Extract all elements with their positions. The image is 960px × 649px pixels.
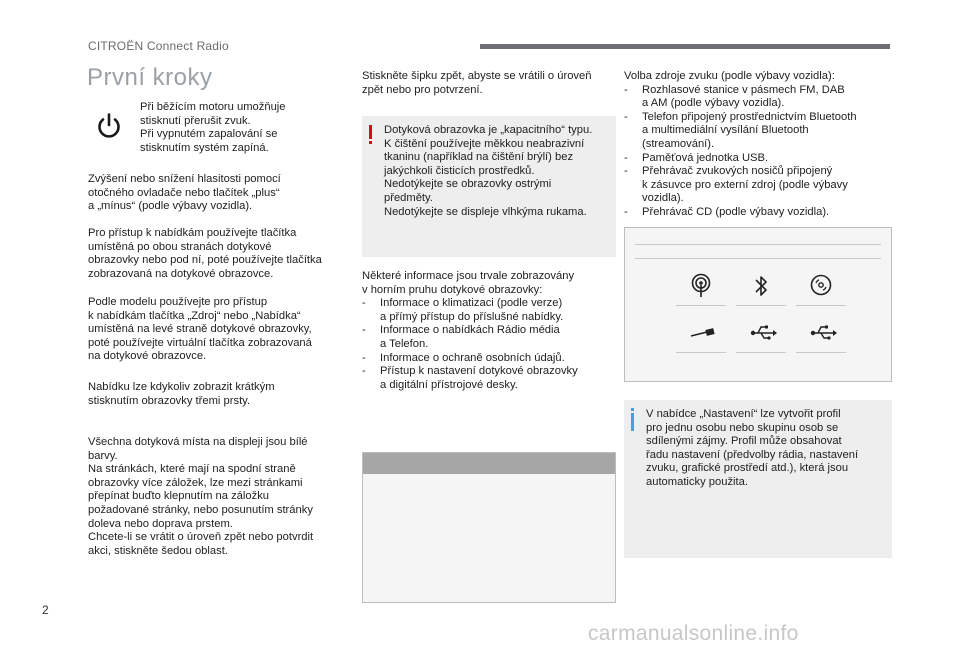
info-text: V nabídce „Nastavení“ lze vytvořit profil pro jednu osobu nebo skupinu osob se sdílenými zájmy. Profil může obsahovat řadu nastavení (předvolby rádia, nastavení zvuku, grafické prostředí atd.), která jsou automaticky použita.	[646, 408, 859, 488]
screen-illustration-placeholder	[362, 452, 616, 603]
audio-source-screen	[624, 227, 892, 382]
bluetooth-icon	[736, 270, 786, 306]
volume-paragraph: Zvýšení nebo snížení hlasitosti pomocí otočného ovladače nebo tlačítek „plus“ a „mínus“ (podle výbavy vozidla).	[88, 173, 281, 213]
info-icon	[631, 408, 635, 432]
radio-icon	[676, 270, 726, 306]
list-item: - Paměťová jednotka USB.	[624, 152, 892, 166]
screen-top-bar	[363, 453, 615, 474]
list-item: - Telefon připojený prostřednictvím Bluetooth a multimediální vysílání Bluetooth (streamování).	[624, 111, 892, 152]
intro-line: Při běžícím motoru umožňuje	[140, 101, 286, 113]
watermark: carmanualsonline.info	[588, 622, 799, 645]
intro-text	[140, 101, 340, 155]
screen-divider	[635, 244, 881, 245]
intro-line: Při vypnutém zapalování se	[140, 128, 278, 141]
model-access-paragraph: Podle modelu používejte pro přístup k nabídkám tlačítka „Zdroj“ nebo „Nabídka“ umístěná na levé straně dotykové obrazovky, poté používejte virtuální tlačítka zobrazovaná na dotykové obrazovce.	[88, 296, 312, 363]
screen-divider	[635, 258, 881, 259]
cd-icon	[796, 270, 846, 306]
warning-text: Dotyková obrazovka je „kapacitního“ typu. K čištění používejte měkkou neabrazivní tkaninu (například na čištění brýlí) bez jakýchkoli čisticích prostředků. Nedotýkejte se obrazovky ostrými předměty. Nedotýkejte se displeje vlhkýma rukama.	[384, 124, 593, 218]
audio-source-info: Volba zdroje zvuku (podle výbavy vozidla): - Rozhlasové stanice v pásmech FM, DAB a AM (podle výbavy vozidla). - Telefon připojený prostřednictvím Bluetooth a multimediální vysílání Bluetooth (streamování). - Paměťová jednotka USB. - Přehrávač zvukových nosičů připojený k zásuvce pro externí zdroj (podle výbavy vozidla). - Přehrávač CD (podle výbavy vozidla).	[624, 70, 892, 220]
warning-box	[362, 116, 616, 257]
usb-icon	[736, 317, 786, 353]
aux-cable-icon	[676, 317, 726, 353]
list-item: - Rozhlasové stanice v pásmech FM, DAB a AM (podle výbavy vozidla).	[624, 84, 892, 111]
page-title: První kroky	[87, 64, 213, 91]
menu-access-paragraph: Pro přístup k nabídkám používejte tlačítka umístěná po obou stranách dotykové obrazovky nebo pod ní, poté používejte tlačítka zobrazovaná na dotykové obrazovce.	[88, 227, 322, 280]
three-finger-paragraph: Nabídku lze kdykoliv zobrazit krátkým stisknutím obrazovky třemi prsty.	[88, 381, 275, 407]
header-title: CITROËN Connect Radio	[88, 39, 229, 53]
list-item: - Informace o ochraně osobních údajů.	[362, 352, 622, 366]
list-item: - Informace o nabídkách Rádio média a Telefon.	[362, 324, 622, 351]
intro-line: stisknutí přerušit zvuk.	[140, 114, 251, 127]
top-bar-info: Některé informace jsou trvale zobrazovány v horním pruhu dotykové obrazovky: - Informace o klimatizaci (podle verze) a přímý přístup do příslušné nabídky. - Informace o nabídkách Rádio média a Telefon. - Informace o ochraně osobních údajů. - Přístup k nastavení dotykové obrazovky a digitální přístrojové desky.	[362, 270, 622, 392]
top-bar-list	[362, 297, 622, 392]
usb-icon	[796, 317, 846, 353]
intro-line: stisknutím systém zapíná.	[140, 141, 269, 154]
list-item: - Přístup k nastavení dotykové obrazovky a digitální přístrojové desky.	[362, 365, 622, 392]
list-item: - Informace o klimatizaci (podle verze) a přímý přístup do příslušné nabídky.	[362, 297, 622, 324]
list-item: - Přehrávač CD (podle výbavy vozidla).	[624, 206, 892, 220]
warning-icon	[369, 125, 373, 145]
audio-source-list	[624, 84, 892, 220]
back-arrow-paragraph: Stiskněte šipku zpět, abyste se vrátili o úroveň zpět nebo pro potvrzení.	[362, 70, 592, 96]
touch-areas-paragraph: Všechna dotyková místa na displeji jsou bílé barvy. Na stránkách, které mají na spodní straně obrazovky více záložek, lze mezi stránkami přepínat buďto klepnutím na záložku požadované stránky, nebo posunutím stránky doleva nebo doprava prstem. Chcete-li se vrátit o úroveň zpět nebo potvrdit akci, stiskněte šedou oblast.	[88, 436, 314, 557]
power-icon	[94, 111, 124, 141]
header-bar	[480, 44, 890, 49]
info-box	[624, 400, 892, 558]
page-number: 2	[42, 603, 49, 617]
list-item: - Přehrávač zvukových nosičů připojený k zásuvce pro externí zdroj (podle výbavy vozidla).	[624, 165, 892, 206]
